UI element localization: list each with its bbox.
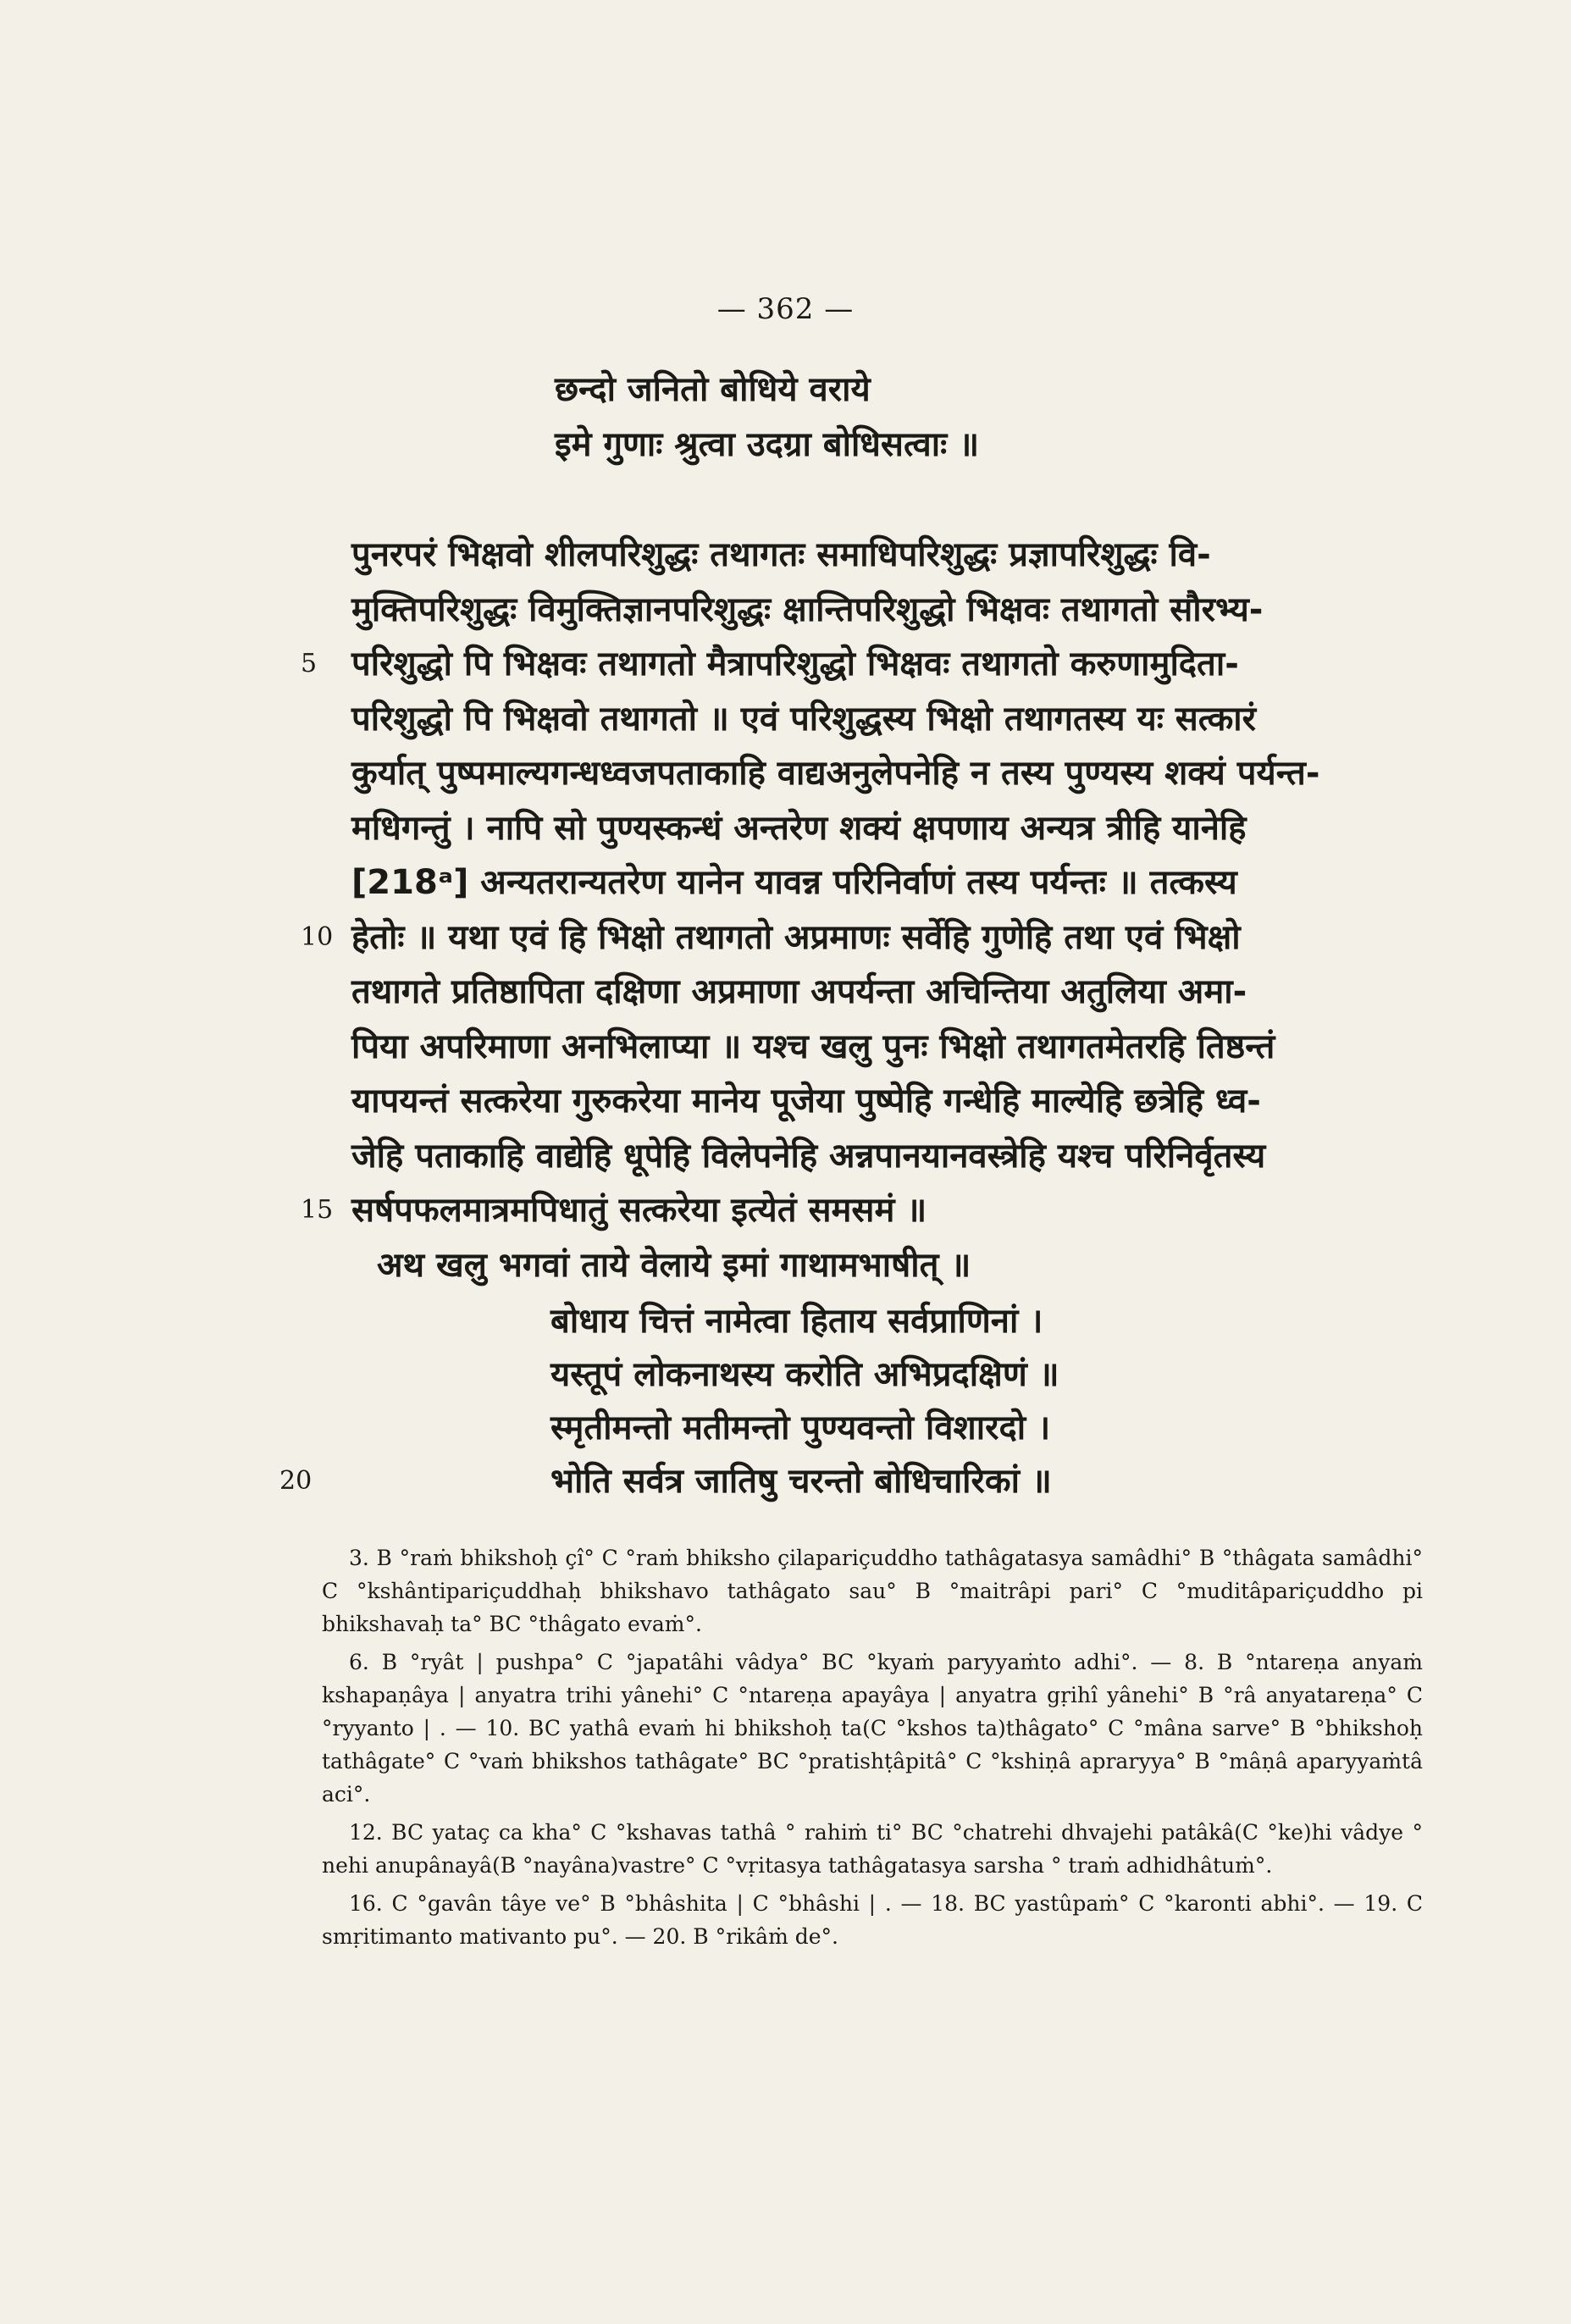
page-number: — 362 — [716,292,855,326]
line-number: 20 [279,1466,313,1496]
footnotes [322,1541,1423,1958]
footnote: 12. BC yataç ca kha° C °kshavas tathâ ° rahiṁ ti° BC °chatrehi dhvajehi patâkâ(C °ke)hi vâdye ° nehi anupânayâ(B °nayâna)vastre° C °vṛitasya tathâgatasya sarsha ° traṁ adhidhâtuṁ°. [322,1820,1423,1878]
prose-line: परिशुद्धो पि भिक्षवः तथागतो मैत्रापरिशुद्धो भिक्षवः तथागतो करुणामुदिता- [351,645,1239,683]
verse-line: स्मृतीमन्तो मतीमन्तो पुण्यवन्तो विशारदो । [550,1408,1051,1447]
verse-line: यस्तूपं लोकनाथस्य करोति अभिप्रदक्षिणं ॥ [550,1355,1059,1394]
footnote: 6. B °ryât | pushpa° C °japatâhi vâdya° BC °kyaṁ paryyaṁto adhi°. — 8. B °ntareṇa anyaṁ kshapaṇâya | anyatra trihi yânehi° C °ntareṇa apayâya | anyatra gṛihî yânehi° B °râ anyatareṇa° C °ryyanto | . — 10. BC yathâ evaṁ hi bhikshoḥ ta(C °kshos ta)thâgato° C °mâna sarve° B °bhikshoḥ tathâgate° C °vaṁ bhikshos tathâgate° BC °pratishṭâpitâ° C °kshiṇâ aprarуya° B °mâṇâ aparyyaṁtâ aci°. [322,1650,1423,1807]
prose-line: [218ᵃ] अन्यतरान्यतरेण यानेन यावन्न परिनिर्वाणं तस्य पर्यन्तः ॥ तत्कस्य [351,863,1237,902]
line-number: 5 [301,649,318,678]
footnote: 3. B °raṁ bhikshoḥ çî° C °raṁ bhiksho çilapariçuddho tathâgatasya samâdhi° B °thâgata samâdhi° C °kshântipariçuddhaḥ bhikshavo tathâgato sau° B °maitrâpi pari° C °muditâpariçuddho pi bhikshavaḥ ta° BC °thâgato evaṁ°. [322,1546,1423,1636]
line-number: 10 [301,921,334,952]
prose-line: कुर्यात् पुष्पमाल्यगन्धध्वजपताकाहि वाद्यअनुलेपनेहि न तस्य पुण्यस्य शक्यं पर्यन्त- [351,754,1320,793]
prose-line: मुक्तिपरिशुद्धः विमुक्तिज्ञानपरिशुद्धः क्षान्तिपरिशुद्धो भिक्षवः तथागतो सौरभ्य- [351,589,1264,629]
prose-line: अथ खलु भगवां ताये वेलाये इमां गाथामभाषीत् ॥ [377,1245,971,1285]
top-verse-line: इमे गुणाः श्रुत्वा उदग्रा बोधिसत्वाः ॥ [555,425,980,464]
prose-line: परिशुद्धो पि भिक्षवो तथागतो ॥ एवं परिशुद्धस्य भिक्षो तथागतस्य यः सत्कारं [351,699,1257,739]
footnote: 16. C °gavân tâye ve° B °bhâshita | C °bhâshi | . — 18. BC yastûpaṁ° C °karonti abhi°. — 19. C smṛitimanto mativanto pu°. — 20. B °rikâṁ de°. [322,1891,1423,1949]
prose-line: जेहि पताकाहि वाद्येहि धूपेहि विलेपनेहि अन्नपानयानवस्त्रेहि यश्च परिनिर्वृतस्य [351,1136,1266,1176]
top-verse-line: छन्दो जनितो बोधिये वराये [555,370,871,409]
prose-line: यापयन्तं सत्करेया गुरुकरेया मानेय पूजेया पुष्पेहि गन्धेहि माल्येहि छत्रेहि ध्व- [351,1082,1261,1120]
verse-line: बोधाय चित्तं नामेत्वा हिताय सर्वप्राणिनां । [550,1302,1043,1341]
verse-line: भोति सर्वत्र जातिषु चरन्तो बोधिचारिकां ॥ [550,1462,1052,1501]
line-number: 15 [301,1195,334,1225]
prose-line: पिया अपरिमाणा अनभिलाप्या ॥ यश्च खलु पुनः भिक्षो तथागतमेतरहि तिष्ठन्तं [351,1026,1275,1066]
prose-line: हेतोः ॥ यथा एवं हि भिक्षो तथागतो अप्रमाणः सर्वेहि गुणेहि तथा एवं भिक्षो [351,917,1241,957]
prose-line: पुनरपरं भिक्षवो शीलपरिशुद्धः तथागतः समाधिपरिशुद्धः प्रज्ञापरिशुद्धः वि- [351,535,1211,574]
prose-line: तथागते प्रतिष्ठापिता दक्षिणा अप्रमाणा अपर्यन्ता अचिन्तिया अतुलिया अमा- [351,972,1247,1011]
prose-line: सर्षपफलमात्रमपिधातुं सत्करेया इत्येतं समसमं ॥ [351,1191,927,1230]
prose-line: मधिगन्तुं । नापि सो पुण्यस्कन्धं अन्तरेण शक्यं क्षपणाय अन्यत्र त्रीहि यानेहि [351,808,1247,848]
